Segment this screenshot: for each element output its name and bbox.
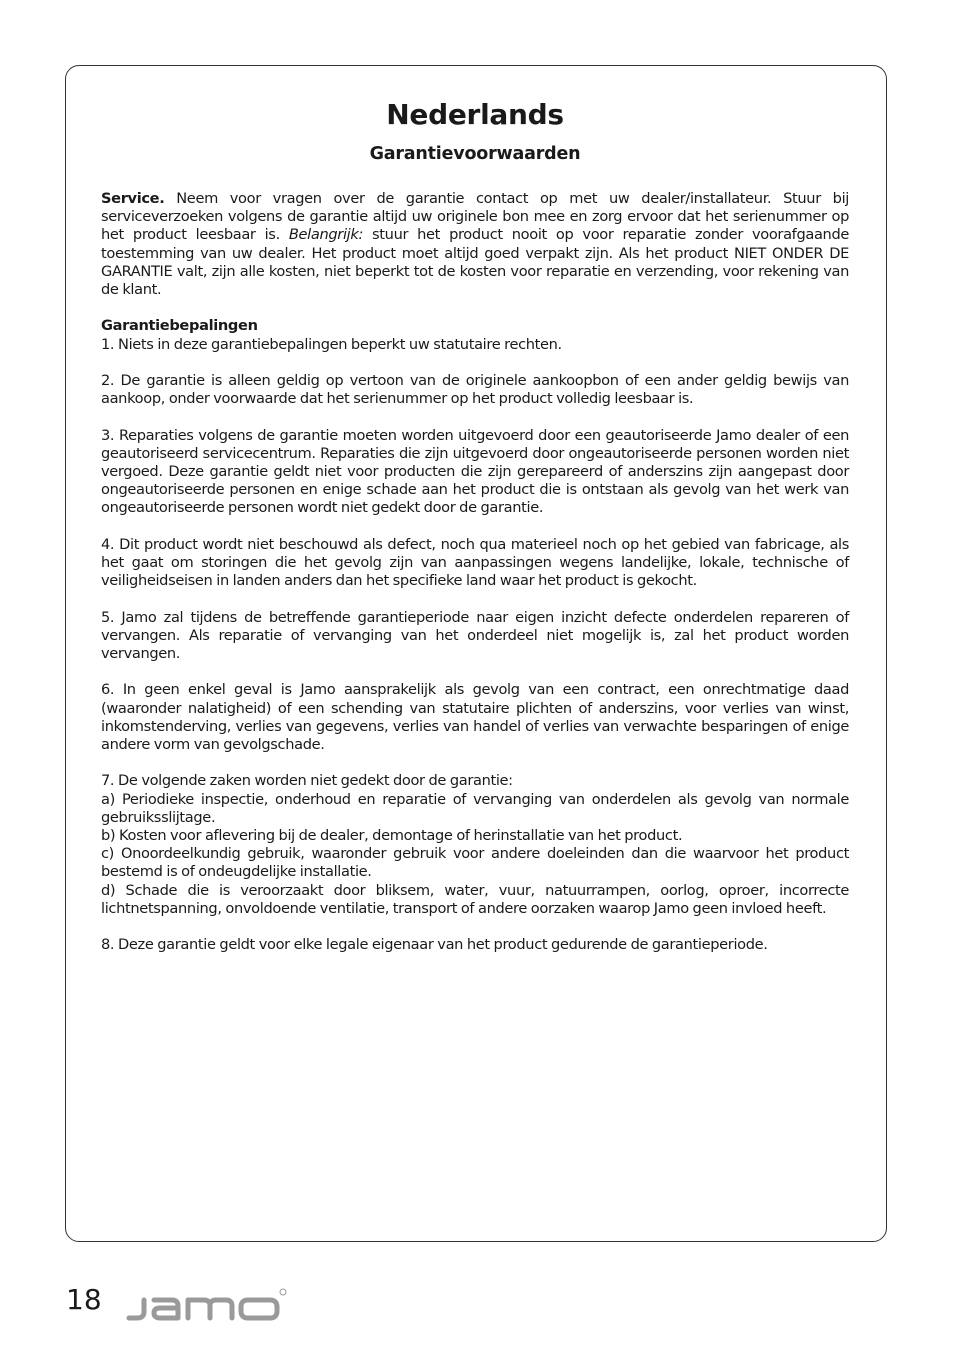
jamo-logo-icon <box>124 1284 288 1322</box>
terms-item-1: 1. Niets in deze garantiebepalingen beperkt uw statutaire rechten. <box>101 335 562 353</box>
warranty-text <box>101 190 849 954</box>
service-emphasis: Belangrijk: <box>288 226 364 244</box>
page-number: 18 <box>66 1283 102 1316</box>
terms-item-7-intro: 7. De volgende zaken worden niet gedekt door de garantie: <box>101 772 513 790</box>
terms-item-7b: b) Kosten voor aflevering bij de dealer, demontage of herinstallatie van het product. <box>101 827 683 844</box>
service-text-a: Neem voor vragen over de garantie contact op met uw dealer/installateur. Stuur bij serviceverzoeken volgens de garantie altijd uw originele bon mee en zorg ervoor dat het serienummer op het product leesbaar is. <box>101 190 849 244</box>
page-content <box>101 96 849 973</box>
page-subtitle: Garantievoorwaarden <box>369 144 581 164</box>
terms-item-8: 8. Deze garantie geldt voor elke legale eigenaar van het product gedurende de garantieperiode. <box>101 936 768 954</box>
terms-item-2: 2. De garantie is alleen geldig op vertoon van de originele aankoopbon of een ander geldig bewijs van aankoop, onder voorwaarde dat het serienummer op het product volledig leesbaar is. <box>101 372 849 408</box>
terms-item-7d: d) Schade die is veroorzaakt door bliksem, water, vuur, natuurrampen, oorlog, oproer, incorrecte lichtnetspanning, onvoldoende ventilatie, transport of andere oorzaken waarop Jamo geen invloed heeft. <box>101 881 849 917</box>
terms-item-3: 3. Reparaties volgens de garantie moeten worden uitgevoerd door een geautoriseerde Jamo dealer of een geautoriseerd servicecentrum. Reparaties die zijn uitgevoerd door ongeautoriseerde personen worden niet vergoed. Deze garantie geldt niet voor producten die zijn gerepareerd of anderszins zijn aangepast door ongeautoriseerde personen en enige schade aan het product die is ontstaan als gevolg van het werk van ongeautoriseerde personen wordt niet gedekt door de garantie. <box>101 426 849 517</box>
terms-item-7a: a) Periodieke inspectie, onderhoud en reparatie of vervanging van onderdelen als gevolg van normale gebruiksslijtage. <box>101 790 849 826</box>
terms-item-4: 4. Dit product wordt niet beschouwd als defect, noch qua materieel noch op het gebied van fabricage, als het gaat om storingen die het gevolg zijn van aanpassingen wegens landelijke, lokale, technische of veiligheidseisen in landen anders dan het specifieke land waar het product is gekocht. <box>101 535 849 590</box>
terms-item-6: 6. In geen enkel geval is Jamo aansprakelijk als gevolg van een contract, een onrechtmatige daad (waaronder nalatigheid) of een schending van statutaire plichten of anderszins, voor verlies van winst, inkomstenderving, verlies van gegevens, verlies van handel of verlies van verwachte besparingen of enige andere vorm van gevolgschade. <box>101 681 849 753</box>
terms-heading: Garantiebepalingen <box>101 317 258 335</box>
service-label: Service. <box>101 190 165 207</box>
page-title: Nederlands <box>386 98 564 131</box>
service-text-b: stuur het product nooit op voor reparatie zonder voorafgaande toestemming van uw dealer. Het product moet altijd goed verpakt zijn. Als het product NIET ONDER DE GARANTIE valt, zijn alle kosten, niet beperkt tot de kosten voor reparatie en verzending, voor rekening van de klant. <box>101 226 850 299</box>
terms-item-5: 5. Jamo zal tijdens de betreffende garantieperiode naar eigen inzicht defecte onderdelen repareren of vervangen. Als reparatie of vervanging van het onderdeel niet mogelijk is, zal het product worden vervangen. <box>101 608 849 662</box>
terms-item-7c: c) Onoordeelkundig gebruik, waaronder gebruik voor andere doeleinden dan die waarvoor het product bestemd is of ondeugdelijke installatie. <box>101 845 849 881</box>
service-paragraph <box>101 190 849 299</box>
